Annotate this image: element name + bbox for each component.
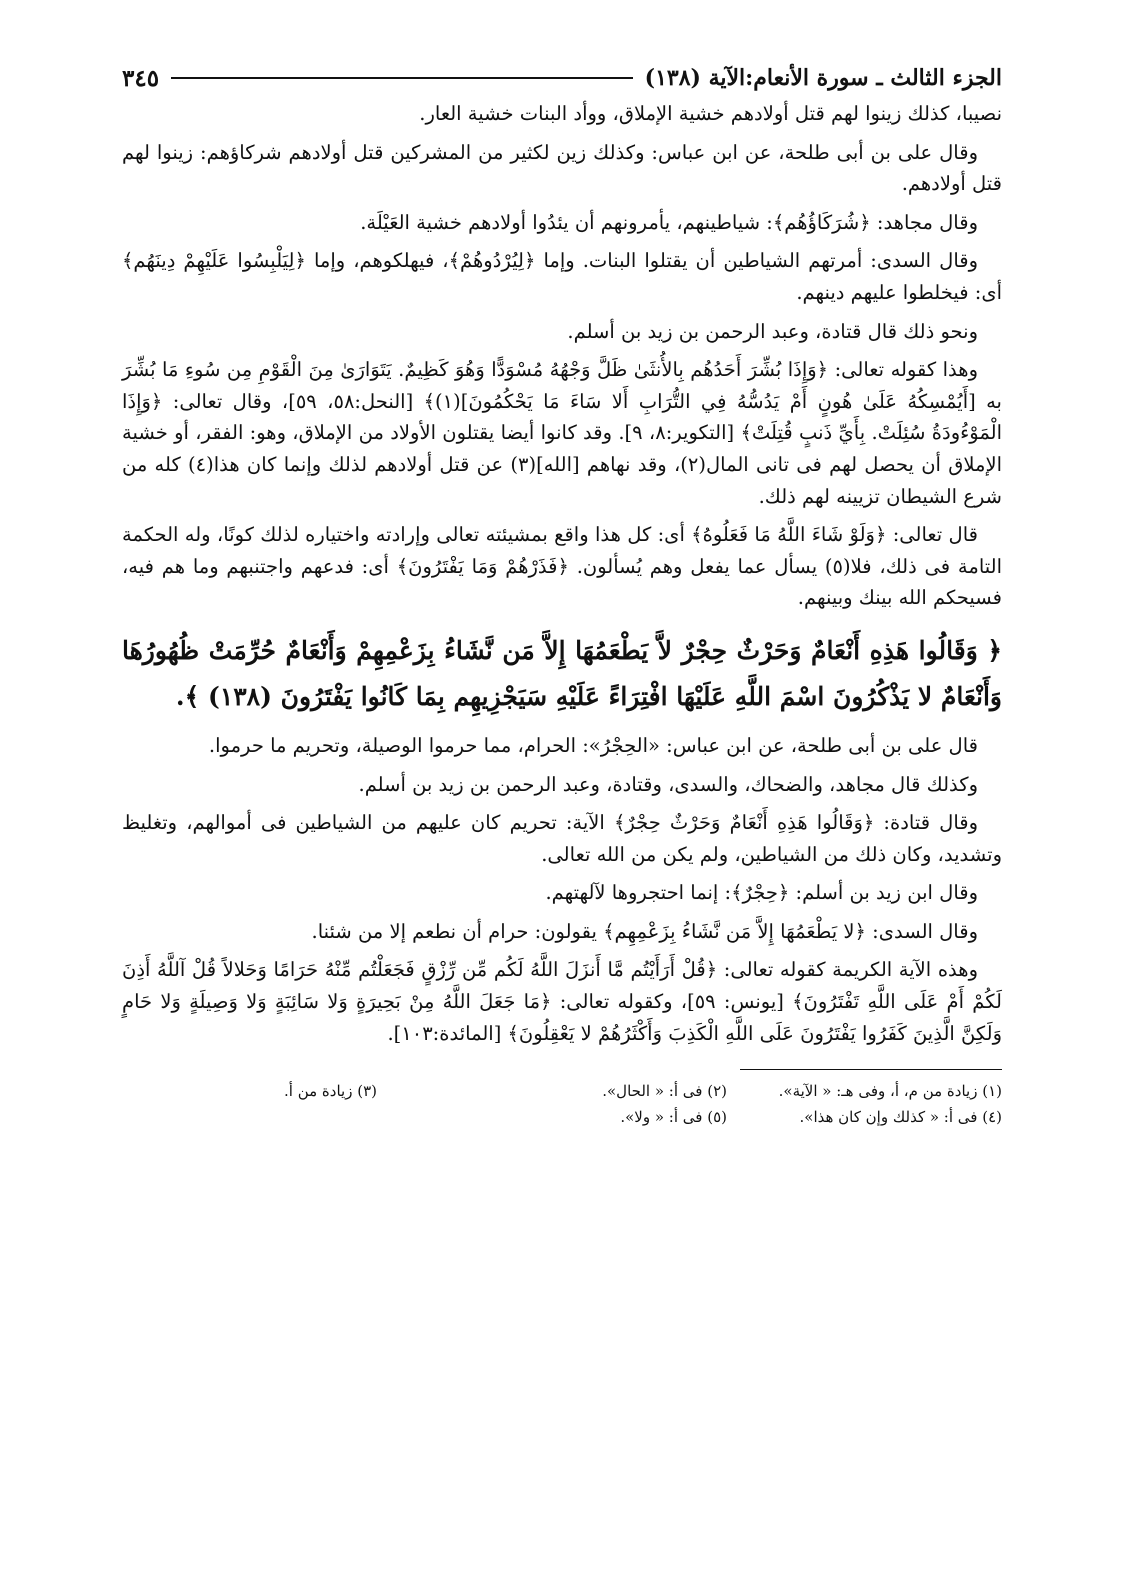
paragraph: وقال على بن أبى طلحة، عن ابن عباس: وكذلك زين لكثير من المشركين قتل أولادهم شركاؤهم: زينوا لهم قتل أولادهم. (122, 140, 1002, 196)
paragraph: نصيبا، كذلك زينوا لهم قتل أولادهم خشية الإملاق، ووأد البنات خشية العار. (419, 102, 1002, 125)
running-header (122, 58, 1002, 98)
paragraph: وقال السدى: أمرتهم الشياطين أن يقتلوا البنات. وإما ﴿لِيُرْدُوهُمْ﴾، فيهلكوهم، وإما ﴿لِيَلْبِسُوا عَلَيْهِمْ دِينَهُم﴾ أى: فيخلطوا عليهم دينهم. (122, 249, 1002, 304)
quran-verse: ﴿ وَقَالُوا هَذِهِ أَنْعَامٌ وَحَرْثٌ حِجْرٌ لاَّ يَطْعَمُهَا إِلاَّ مَن نَّشَاءُ بِزَعْمِهِمْ وَأَنْعَامٌ حُرِّمَتْ ظُهُورُهَا وَأَنْعَامٌ لا يَذْكُرُونَ اسْمَ اللَّهِ عَلَيْهَا افْتِرَاءً عَلَيْهِ سَيَجْزِيهِم بِمَا كَانُوا يَفْتَرُونَ (١٣٨) ﴾. (122, 635, 1002, 711)
page (122, 58, 1002, 1130)
footnote-5: (٥) فى أ: « ولا». (620, 1108, 727, 1127)
page-number: ٣٤٥ (122, 64, 160, 92)
paragraph: وكذلك قال مجاهد، والضحاك، والسدى، وقتادة، وعبد الرحمن بن زيد بن أسلم. (358, 772, 978, 796)
paragraph: وهذه الآية الكريمة كقوله تعالى: ﴿قُلْ أَرَأَيْتُم مَّا أَنزَلَ اللَّهُ لَكُم مِّن رِّزْقٍ فَجَعَلْتُم مِّنْهُ حَرَامًا وَحَلالاً قُلْ آللَّهُ أَذِنَ لَكُمْ أَمْ عَلَى اللَّهِ تَفْتَرُونَ﴾ [يونس: ٥٩]، وكقوله تعالى: ﴿مَا جَعَلَ اللَّهُ مِنْ بَحِيرَةٍ وَلا سَائِبَةٍ وَلا وَصِيلَةٍ وَلا حَامٍ وَلَكِنَّ الَّذِينَ كَفَرُوا يَفْتَرُونَ عَلَى اللَّهِ الْكَذِبَ وَأَكْثَرُهُمْ لا يَعْقِلُونَ﴾ [المائدة:١٠٣]. (122, 958, 1002, 1045)
paragraph: ونحو ذلك قال قتادة، وعبد الرحمن بن زيد بن أسلم. (567, 319, 978, 343)
paragraph: وقال السدى: ﴿لا يَطْعَمُهَا إِلاَّ مَن نَّشَاءُ بِزَعْمِهِم﴾ يقولون: حرام أن نطعم إلا من شئنا. (311, 919, 978, 943)
header-rule (171, 77, 633, 79)
footnote-1: (١) زيادة من م، أ، وفى هـ: « الآية». (778, 1082, 1002, 1101)
header-title: الجزء الثالث ـ سورة الأنعام:الآية (١٣٨) (644, 65, 1002, 91)
paragraph: قال على بن أبى طلحة، عن ابن عباس: «الحِجْرُ»: الحرام، مما حرموا الوصيلة، وتحريم ما حرموا. (208, 733, 978, 757)
paragraph: وقال قتادة: ﴿وَقَالُوا هَذِهِ أَنْعَامٌ وَحَرْثٌ حِجْرٌ﴾ الآية: تحريم كان عليهم من الشياطين فى أموالهم، وتغليظ وتشديد، وكان ذلك من الشياطين، ولم يكن من الله تعالى. (122, 811, 1002, 866)
body-text (122, 98, 1002, 614)
footnote-separator (740, 1069, 1002, 1070)
paragraph: وقال مجاهد: ﴿شُرَكَاؤُهُم﴾: شياطينهم، يأمرونهم أن يئدُوا أولادهم خشية العَيْلَة. (360, 210, 978, 234)
paragraph: وقال ابن زيد بن أسلم: ﴿حِجْرٌ﴾: إنما احتجروها لآلهتهم. (545, 881, 978, 905)
commentary-text (122, 730, 1002, 1049)
footnote-row (122, 1104, 1002, 1130)
footnotes (122, 1078, 1002, 1130)
paragraph: وهذا كقوله تعالى: ﴿وَإِذَا بُشِّرَ أَحَدُهُم بِالأُنثَىٰ ظَلَّ وَجْهُهُ مُسْوَدًّا وَهُوَ كَظِيمٌ. يَتَوَارَىٰ مِنَ الْقَوْمِ مِن سُوءِ مَا بُشِّرَ به [أَيُمْسِكُهُ عَلَىٰ هُونٍ أَمْ يَدُسُّهُ فِي التُّرَابِ أَلا سَاءَ مَا يَحْكُمُونَ](١)﴾ [النحل:٥٨، ٥٩]، وقال تعالى: ﴿وَإِذَا الْمَوْءُودَةُ سُئِلَتْ. بِأَيِّ ذَنبٍ قُتِلَتْ﴾ [التكوير:٨، ٩]. وقد كانوا أيضا يقتلون الأولاد من الإملاق، وهو: الفقر، أو خشية الإملاق أن يحصل لهم فى تانى المال(٢)، وقد نهاهم [الله](٣) عن قتل أولادهم لذلك وإنما كان هذا(٤) كله من شرع الشيطان تزيينه لهم ذلك. (122, 358, 1002, 508)
footnote-row (122, 1078, 1002, 1104)
footnote-4: (٤) فى أ: « كذلك وإن كان هذا». (799, 1108, 1002, 1127)
paragraph: قال تعالى: ﴿وَلَوْ شَاءَ اللَّهُ مَا فَعَلُوهُ﴾ أى: كل هذا واقع بمشيئته تعالى وإرادته واختياره لذلك كونًا، وله الحكمة التامة فى ذلك، فلا(٥) يسأل عما يفعل وهم يُسألون. ﴿فَذَرْهُمْ وَمَا يَفْتَرُونَ﴾ أى: فدعهم واجتنبهم وما هم فيه، فسيحكم الله بينك وبينهم. (122, 523, 1003, 610)
footnote-2: (٢) فى أ: « الحال». (602, 1082, 727, 1101)
footnote-3: (٣) زيادة من أ. (284, 1082, 377, 1101)
